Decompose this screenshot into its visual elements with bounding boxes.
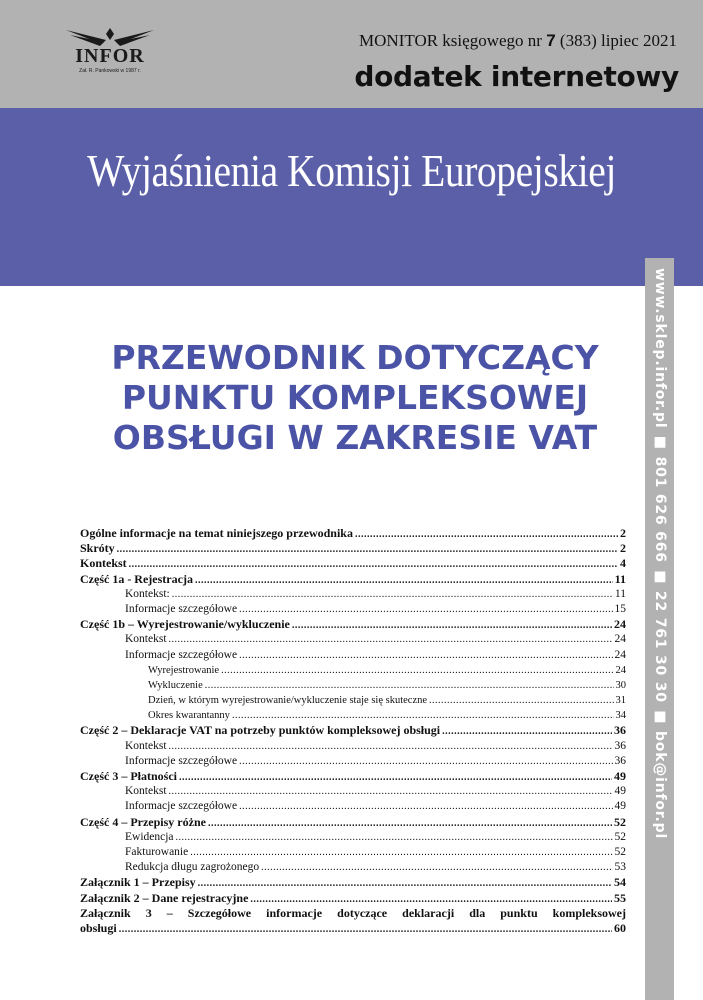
toc-entry[interactable]: Informacje szczegółowe ..... 15: [80, 602, 626, 617]
document-title: [70, 338, 640, 458]
magazine-name: MONITOR księgowego nr: [359, 31, 542, 50]
table-of-contents: [80, 526, 626, 936]
toc-entry[interactable]: Część 2 – Deklaracje VAT na potrzeby punktów kompleksowej obsługi ..... 36: [80, 723, 626, 738]
logo-subtext: Zał. R. Pankowski w 1987 r.: [79, 68, 141, 74]
toc-entry[interactable]: Wyrejestrowanie ..... 24: [80, 663, 626, 678]
series-title: Wyjaśnienia Komisji Europejskiej: [87, 145, 616, 196]
toc-entry[interactable]: Załącznik 2 – Dane rejestracyjne ..... 55: [80, 891, 626, 906]
toc-entry[interactable]: Część 4 – Przepisy różne ..... 52: [80, 815, 626, 830]
toc-entry[interactable]: Wykluczenie ..... 30: [80, 678, 626, 693]
toc-entry[interactable]: Redukcja długu zagrożonego ..... 53: [80, 860, 626, 875]
toc-entry[interactable]: Informacje szczegółowe ..... 49: [80, 799, 626, 814]
toc-entry[interactable]: Informacje szczegółowe ..... 36: [80, 754, 626, 769]
infor-logo: [62, 26, 158, 76]
toc-entry[interactable]: Kontekst: ..... 11: [80, 587, 626, 602]
title-line: PRZEWODNIK DOTYCZĄCY: [111, 338, 599, 377]
toc-entry[interactable]: Dzień, w którym wyrejestrowanie/wykluczenie staje się skuteczne ..... 31: [80, 693, 626, 708]
toc-entry[interactable]: Ogólne informacje na temat niniejszego przewodnika ..... 2: [80, 526, 626, 541]
toc-entry[interactable]: Załącznik 1 – Przepisy ..... 54: [80, 875, 626, 890]
logo-text: INFOR: [75, 45, 145, 67]
toc-entry[interactable]: Okres kwarantanny ..... 34: [80, 708, 626, 723]
series-banner: [0, 108, 703, 286]
issue-number: 7: [546, 31, 556, 50]
toc-entry[interactable]: Kontekst ..... 36: [80, 739, 626, 754]
toc-entry[interactable]: Część 3 – Płatności ..... 49: [80, 769, 626, 784]
toc-entry[interactable]: Skróty ..... 2: [80, 541, 626, 556]
toc-entry[interactable]: Część 1a - Rejestracja ..... 11: [80, 572, 626, 587]
toc-entry[interactable]: Informacje szczegółowe ..... 24: [80, 648, 626, 663]
title-line: OBSŁUGI W ZAKRESIE VAT: [112, 418, 598, 457]
supplement-label: dodatek internetowy: [354, 60, 679, 93]
toc-entry[interactable]: obsługi ..... 60: [80, 921, 626, 936]
issue-line: [359, 31, 677, 51]
toc-entry[interactable]: Kontekst ..... 4: [80, 556, 626, 571]
toc-entry[interactable]: Część 1b – Wyrejestrowanie/wykluczenie ..... 24: [80, 617, 626, 632]
title-line: PUNKTU KOMPLEKSOWEJ: [121, 378, 589, 417]
toc-entry[interactable]: Ewidencja ..... 52: [80, 830, 626, 845]
toc-entry[interactable]: Kontekst ..... 49: [80, 784, 626, 799]
contact-text: www.sklep.infor.pl ■ 801 626 666 ■ 22 761 30 30 ■ bok@infor.pl: [652, 268, 668, 840]
toc-entry[interactable]: Fakturowanie ..... 52: [80, 845, 626, 860]
toc-entry[interactable]: Załącznik 3 – Szczegółowe informacje dotyczące deklaracji dla punktu kompleksowej: [80, 905, 626, 920]
issue-detail: (383) lipiec 2021: [559, 31, 677, 50]
toc-entry[interactable]: Kontekst ..... 24: [80, 632, 626, 647]
